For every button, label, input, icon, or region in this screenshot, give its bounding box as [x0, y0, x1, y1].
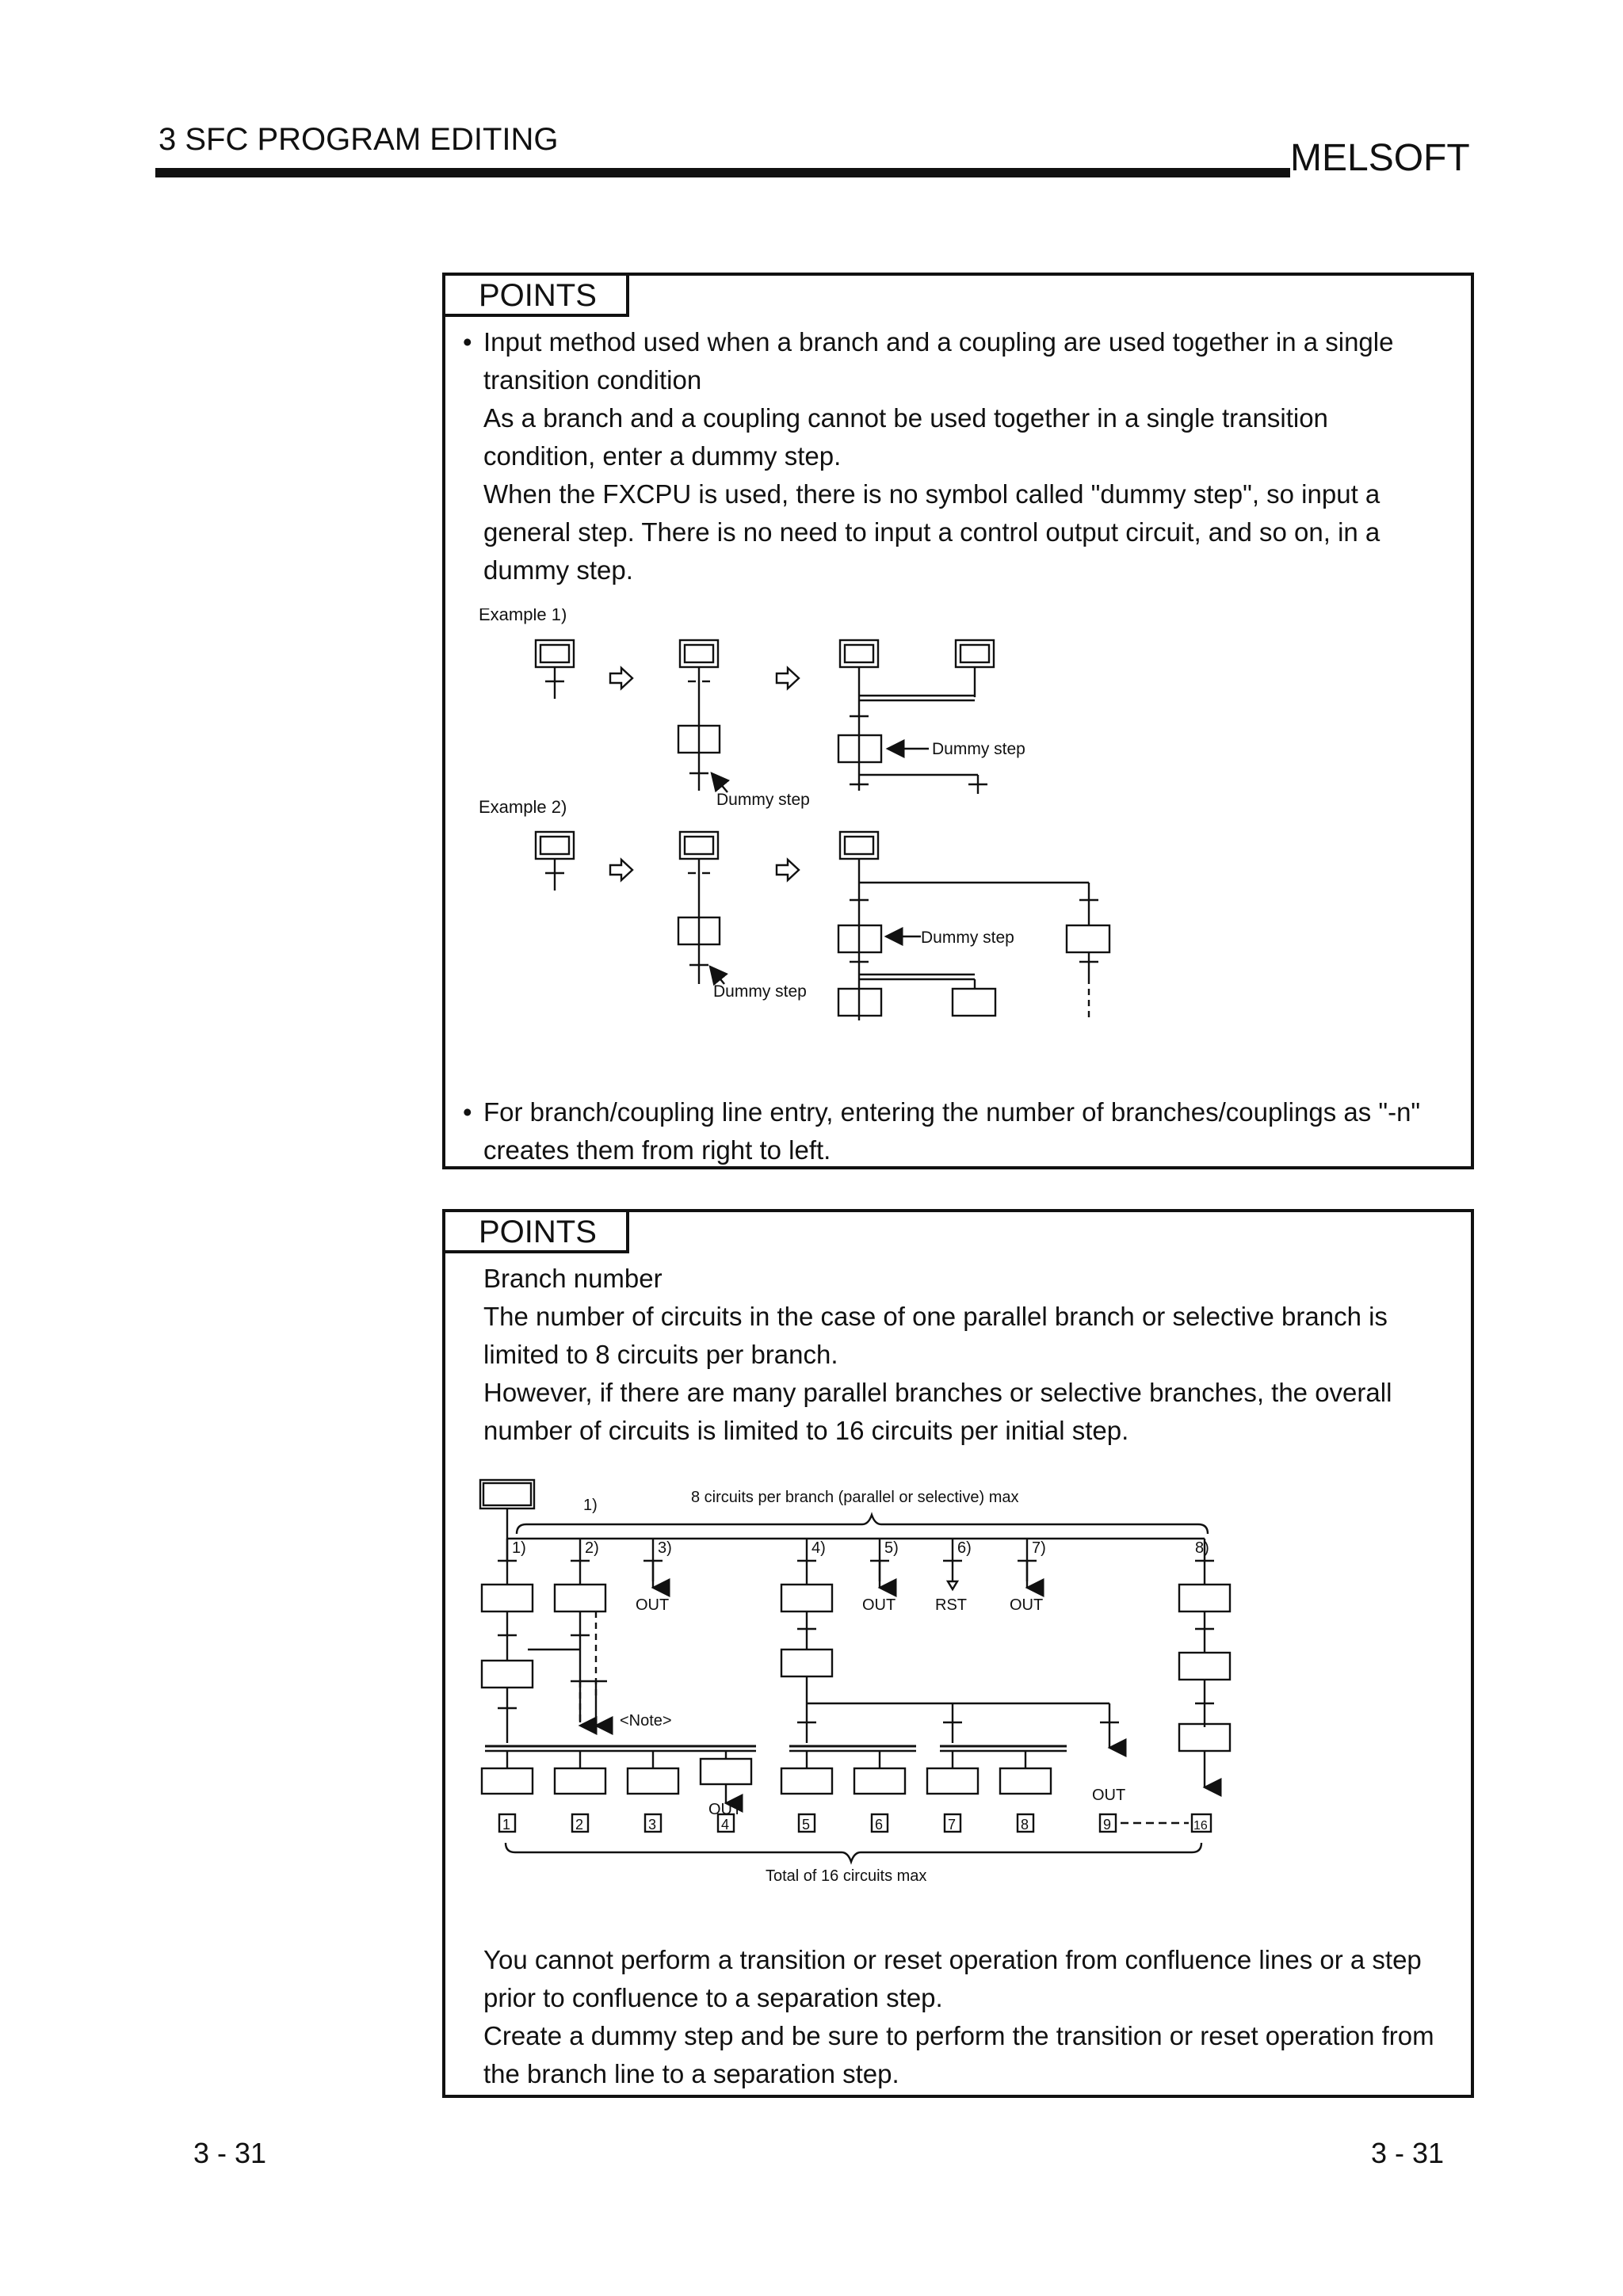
text-line: Create a dummy step and be sure to perform the transition or reset operation from: [483, 2021, 1434, 2050]
points-box-branch-number: [442, 1209, 1474, 2098]
branch-label: 8): [1195, 1539, 1209, 1557]
dummy-step-label: Dummy step: [713, 982, 807, 1001]
branch-label: 6): [957, 1539, 972, 1557]
header-rule: [155, 168, 1290, 177]
page-number-left: 3 - 31: [193, 2137, 267, 2169]
text-line: You cannot perform a transition or reset operation from confluence lines or a step: [483, 1945, 1422, 1974]
branch-label: 7): [1032, 1539, 1046, 1557]
circuit-number: 16: [1193, 1819, 1208, 1833]
example1-label: Example 1): [479, 608, 567, 624]
text-line: For branch/coupling line entry, entering the number of branches/couplings as "-n": [483, 1097, 1421, 1127]
text-line: general step. There is no need to input a control output circuit, and so on, in a: [483, 517, 1381, 547]
text-line: Branch number: [483, 1264, 663, 1293]
section-title: 3 SFC PROGRAM EDITING: [158, 122, 559, 157]
branch-label: 3): [658, 1539, 672, 1557]
text-line: prior to confluence to a separation step.: [483, 1983, 943, 2012]
page-number-right: 3 - 31: [1371, 2137, 1445, 2169]
circuit-number: 1: [502, 1817, 511, 1833]
circuit-number: 8: [1021, 1817, 1029, 1833]
branch-number-diagram: [445, 1474, 1471, 1886]
text-line: The number of circuits in the case of one parallel branch or selective branch is: [483, 1302, 1388, 1331]
text-line: Input method used when a branch and a coupling are used together in a single: [483, 327, 1394, 357]
text-line: When the FXCPU is used, there is no symbol called "dummy step", so input a: [483, 479, 1381, 509]
text-line: limited to 8 circuits per branch.: [483, 1340, 838, 1369]
text-line: dummy step.: [483, 555, 633, 585]
text-line: As a branch and a coupling cannot be used together in a single transition: [483, 403, 1328, 433]
out-label: OUT: [708, 1801, 743, 1818]
text-line: number of circuits is limited to 16 circuits per initial step.: [483, 1416, 1129, 1445]
text-line: the branch line to a separation step.: [483, 2059, 899, 2088]
text-line: transition condition: [483, 365, 702, 395]
brand-name: MELSOFT: [1290, 137, 1470, 179]
circuit-number: 6: [875, 1817, 884, 1833]
text-line: creates them from right to left.: [483, 1135, 831, 1165]
circuit-number: 9: [1103, 1817, 1112, 1833]
diagram-bottom-label: Total of 16 circuits max: [766, 1867, 927, 1885]
dummy-step-label: Dummy step: [921, 929, 1014, 947]
out-label: OUT: [1092, 1787, 1126, 1804]
branch-label: 5): [884, 1539, 899, 1557]
bullet: •: [463, 327, 472, 357]
circuit-number: 2: [575, 1817, 584, 1833]
branch-label: 1): [583, 1497, 598, 1514]
text-line: condition, enter a dummy step.: [483, 441, 842, 471]
out-label: OUT: [1010, 1596, 1044, 1614]
circuit-number: 3: [648, 1817, 657, 1833]
dummy-step-label: Dummy step: [716, 791, 810, 809]
example2-label: Example 2): [479, 797, 567, 817]
circuit-number: 7: [948, 1817, 957, 1833]
rst-label: RST: [935, 1596, 967, 1614]
out-label: OUT: [862, 1596, 896, 1614]
text-line: However, if there are many parallel branches or selective branches, the overall: [483, 1378, 1392, 1407]
branch-label: 4): [812, 1539, 826, 1557]
points-label: POINTS: [442, 1209, 629, 1253]
dummy-step-label: Dummy step: [932, 740, 1025, 758]
dummy-step-diagram: [445, 608, 1471, 1020]
out-label: OUT: [636, 1596, 670, 1614]
bullet: •: [463, 1097, 472, 1127]
circuit-number: 4: [721, 1817, 730, 1833]
circuit-number: 5: [802, 1817, 811, 1833]
branch-label: 2): [585, 1539, 599, 1557]
note-label: <Note>: [620, 1712, 672, 1730]
points-label: POINTS: [442, 273, 629, 317]
diagram-top-label: 8 circuits per branch (parallel or selective) max: [691, 1489, 1019, 1506]
points-box-input-method: [442, 273, 1474, 1169]
branch-label: 1): [512, 1539, 526, 1557]
